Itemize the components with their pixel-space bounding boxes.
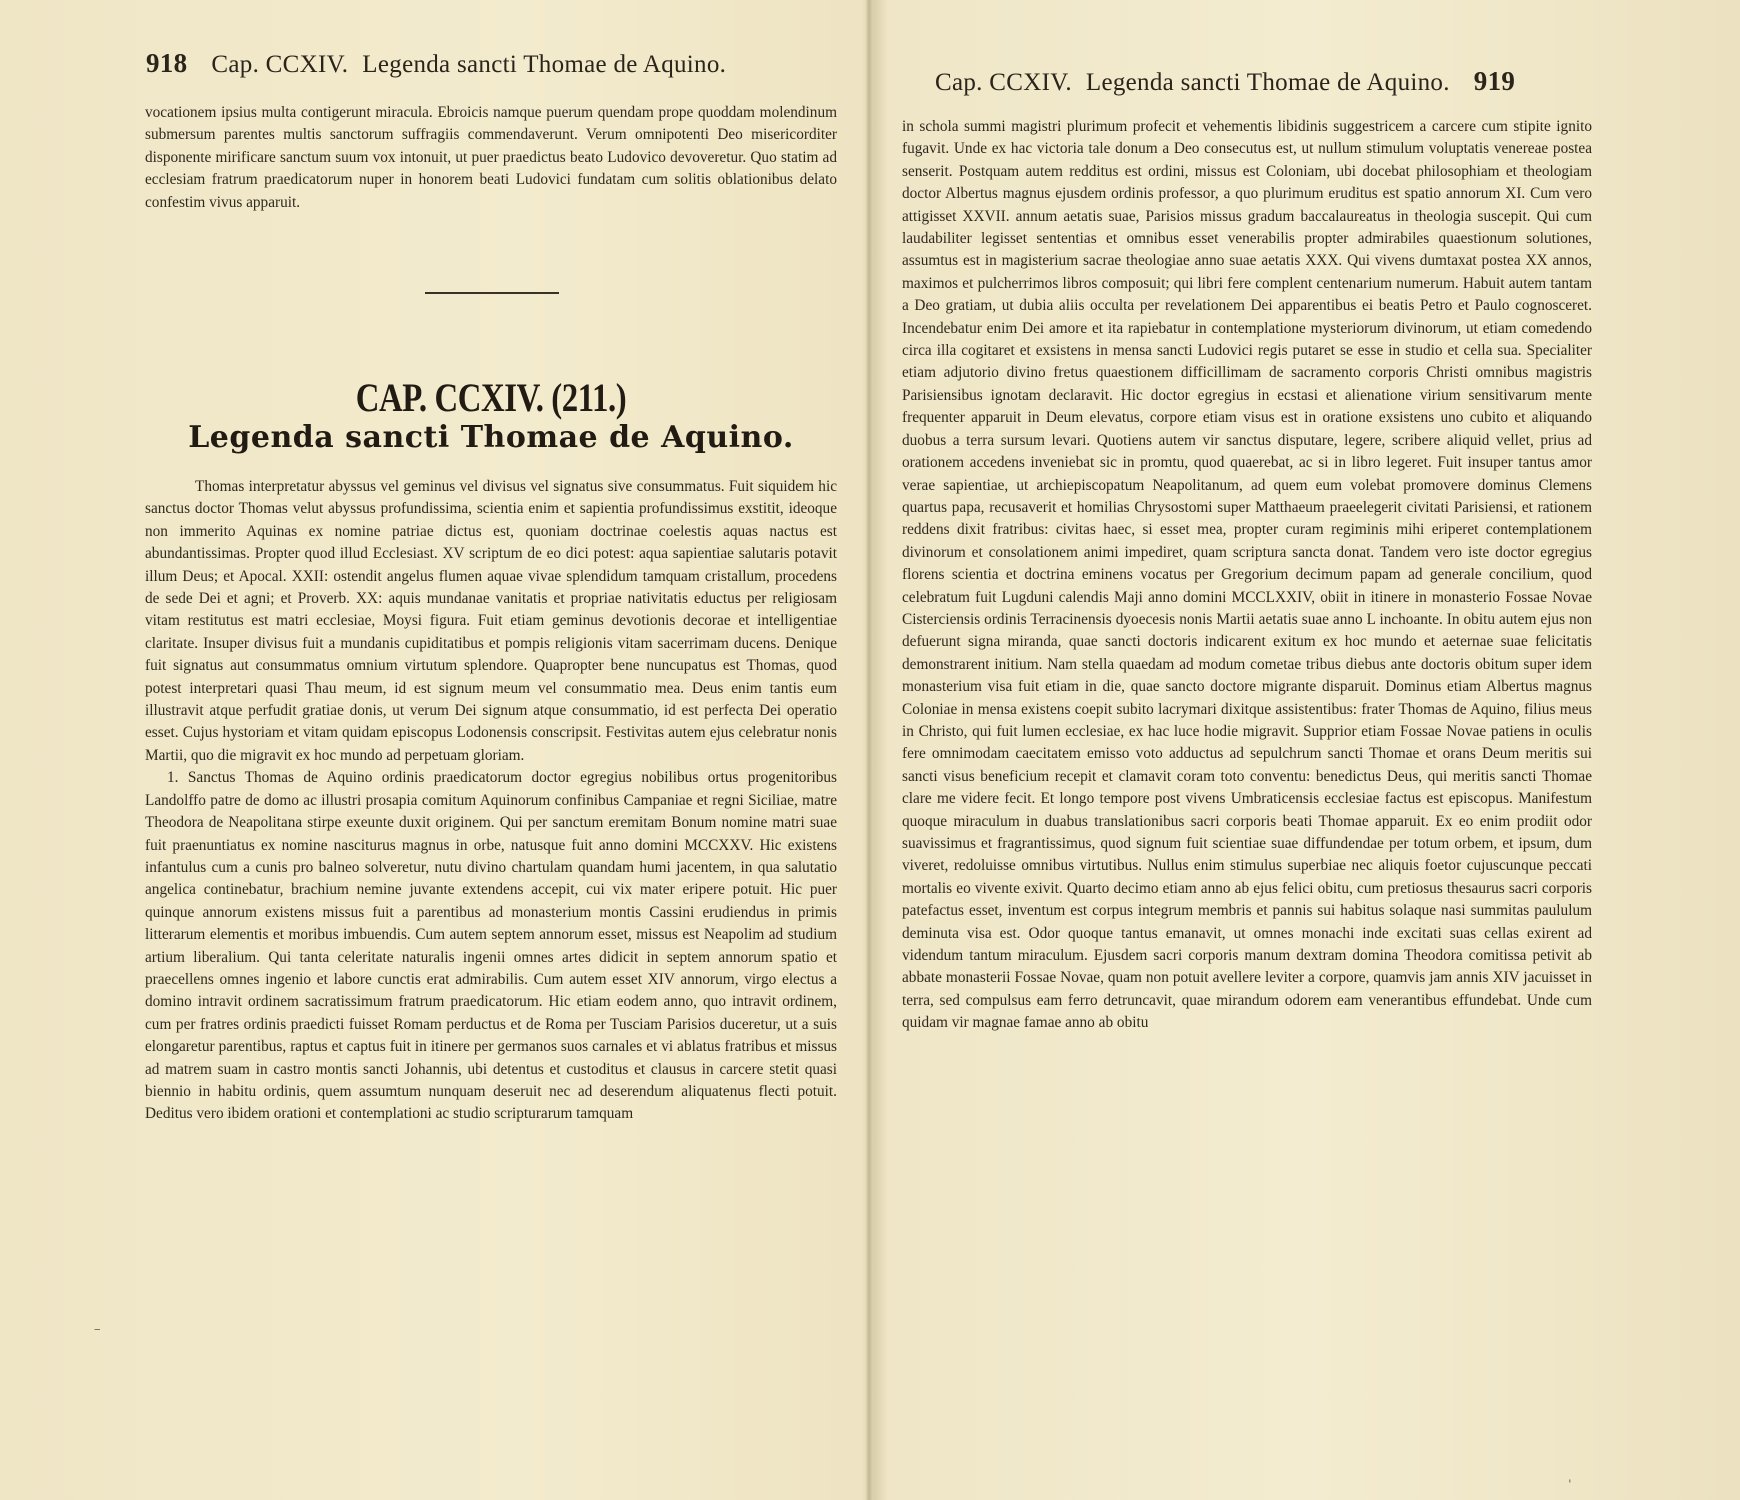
left-main-text <box>145 476 837 1126</box>
right-head-chapter: Cap. CCXIV. <box>935 69 1072 96</box>
left-continuation-block <box>145 102 837 214</box>
chapter-title: CAP. CCXIV. (211.) <box>355 375 627 420</box>
left-head-title: Legenda sancti Thomae de Aquino. <box>362 51 727 78</box>
left-page-number: 918 <box>146 48 188 78</box>
section-one-paragraph: 1. Sanctus Thomas de Aquino ordinis praedicatorum doctor egregius nobilibus ortus progenitoribus Landolffo patre de domo ac illustri prosapia comitum Aquinorum confinibus Campaniae et regni Siciliae, matre Theodora de Neapolitana stirpe exeunte duxit originem. Qui per sanctum eremitam Bonum nomine matri suae fuit praenuntiatus ex nomine nasciturus magnus in orbe, natusque fuit anno domini MCCXXV. Hic existens infantulus cum a cunis pro balneo solveretur, nutu divino chartulam quandam humi jacentem, in qua salutatio angelica continebatur, brachium nemine juvante extendens accepit, cui vix mater eripere potuit. Hic puer quinque annorum existens missus fuit a parentibus ad monasterium montis Cassini erudiendus in primis litterarum elementis et moribus imbuendis. Cum autem septem annorum esset, missus est Neapolim ad studium artium liberalium. Qui tanta celeritate naturalis ingenii omnes artes didicit in septem annorum spatio et praecellens omnes ingenio et labore cunctis erat admirabilis. Cum autem esset XIV annorum, virgo electus a domino intravit ordinem sacratissimum fratrum praedicatorum. Hic etiam eodem anno, quo intravit ordinem, cum per fratres ordinis praedicti fuisset Romam perductus et de Roma per Tusciam Parisios duceretur, ut a suis elongaretur parentibus, raptus et captus fuit in itinere per germanos suos carnales et vi ablatus fratribus et missus ad matrem suam in castro montis sancti Johannis, ubi detentus et custoditus et clausus in carcere stetit quasi biennio in habitu ordinis, quem assumtum nunquam deseruit nec ad deserendum aliquatenus flecti potuit. Deditus vero ibidem orationi et contemplationi ac studio scripturarum tamquam <box>145 769 837 1123</box>
right-running-head <box>935 66 1515 97</box>
right-page <box>870 0 1740 1500</box>
left-head-chapter: Cap. CCXIV. <box>211 51 349 78</box>
right-main-text <box>902 116 1592 1035</box>
margin-mark: ˌ <box>1568 1470 1572 1485</box>
continuation-paragraph: vocationem ipsius multa contigerunt miracula. Ebroicis namque puerum quendam prope quoddam molendinum submersum parentes multis sanctorum suffragiis commendaverunt. Verum omnipotenti Deo misericorditer disponente mirificare sanctum suum vox intonuit, ut puer praedictus beato Ludovico devoveretur. Quo statim ad ecclesiam fratrum praedicatorum nuper in honorem beati Ludovici fundatam cum solitis oblationibus delato confestim vivus apparuit. <box>145 104 837 211</box>
margin-mark: – <box>94 1322 101 1337</box>
section-divider <box>425 292 559 294</box>
right-head-title: Legenda sancti Thomae de Aquino. <box>1085 69 1450 96</box>
right-body-paragraph: in schola summi magistri plurimum profecit et vehementis libidinis suggestricem a carcere cum stipite ignito fugavit. Unde ex hac victoria tale donum a Deo consecutus est, ut nullum stimulum voluptatis venereae postea senserit. Postquam autem redditus est ordini, missus est Coloniam, ubi docebat philosophiam et theologiam doctor Albertus magnus ejusdem ordinis professor, a quo plurimum eruditus est spatio annorum XI. Cum vero attigisset XXVII. annum aetatis suae, Parisios missus gradum baccalaureatus in theologia suscepit. Qui cum laudabiliter legisset sententias et omnibus esset venerabilis propter admirabiles quaestionum solutiones, assumtus est in magisterium sacrae theologiae anno suae aetatis XXX. Qui vivens dumtaxat postea XX annos, maximos et pulcherrimos libros composuit; qui libri fere complent centenarium numerum. Habuit autem tantam a Deo gratiam, ut dubia aliis occulta per revelationem Dei apparentibus ei beatis Petro et Paulo cognosceret. Incendebatur enim Dei amore et ita rapiebatur in contemplatione mysteriorum divinorum, ut etiam comedendo circa illa cogitaret et exsistens in mensa sancti Ludovici regis putaret se esse in studio et cella sua. Specialiter etiam adjutorio divino fretus quaestionem difficillimam de sacramento corporis Christi omnibus magistris Parisiensibus ignotam declaravit. Hic doctor egregius in ecstasi et alienatione virium sensitivarum mente frequenter apparuit in Deum elevatus, corpore etiam visus est in oratione exsistens uno cubito et aliquando duobus a terra sursum levari. Quotiens autem vir sanctus disputare, legere, scribere aliquid vellet, prius ad orationem accedens inveniebat sic in promtu, quod quaerebat, ac si in libro legeret. Fuit insuper tantus amor verae sapientiae, ut archiepiscopatum Neapolitanum, ad quem eum volebat promovere dominus Clemens quartus papa, recusaverit et homilias Chrysostomi super Matthaeum praeelegerit civitati Parisiensi, et rationem reddens dixit fratribus: civitas haec, si esset mea, propter curam regiminis mihi eriperet contemplationem divinorum et consolationem animi impediret, quam scriptura sancta donat. Tandem vero iste doctor egregius florens scientia et doctrina eminens vocatus per Gregorium decimum papam ad generale concilium, quod celebratum fuit Lugduni calendis Maji anno domini MCCLXXIV, obiit in itinere in monasterio Fossae Novae Cisterciensis ordinis Terracinensis dyoecesis nonis Martii aetatis suae anno L inchoante. In obitu autem ejus non defuerunt signa miranda, quae sancti doctoris indicarent exitum ex hoc mundo et aeternae suae felicitatis demonstrarent initium. Nam stella quaedam ad modum cometae tribus diebus ante doctoris obitum super idem monasterium visa fuit etiam in die, quae sancto doctore migrante disparuit. Dominus etiam Albertus magnus Coloniae in mensa existens coepit subito lacrymari dixitque assistentibus: frater Thomas de Aquino, filius meus in Christo, qui fuit lumen ecclesiae, ex hac luce hodie migravit. Supprior etiam Fossae Novae patiens in oculis fere omnimodam caecitatem emisso voto adductus ad sepulchrum sancti Thomae et orans Deum meritis sui sancti visus beneficium recepit et clamavit coram toto conventu: benedictus Deus, qui meritis sancti Thomae clare me videre fecit. Et longo tempore post vivens Umbraticensis ecclesiae factus est episcopus. Manifestum quoque miraculum in duabus translationibus sacri corporis beati Thomae apparuit. Ex eo enim prodiit odor suavissimus et fragrantissimus, quod signum fuit scientiae suae diffundendae per totum orbem, et ipsum, dum viveret, redoluisse omnibus virtutibus. Nullus enim stimulus superbiae nec aliquis foetor cujuscunque peccati mortalis eo vivente exivit. Quarto decimo etiam anno ab ejus felici obitu, cum pretiosus thesaurus sacri corporis patefactus esset, inventum est corpus integrum membris et pannis sui habitus solaque nasi summitas paululum deminuta visa est. Odor quoque tantus emanavit, ut omnes monachi inde excitati suas cellas exirent ad videndum tantum miraculum. Ejusdem sacri corporis manum dextram domina Theodora comitissa petivit ab abbate monasterii Fossae Novae, quam non potuit avellere leviter a corpore, quamvis jam annis XIV jacuisset in terra, sed compulsus eam ferro detruncavit, quae mirandum odorem eam venerantibus effundebat. Unde cum quidam vir magnae famae anno ab obitu <box>902 118 1592 1032</box>
chapter-subtitle: Legenda sancti Thomae de Aquino. <box>188 420 794 455</box>
right-page-number: 919 <box>1473 66 1516 96</box>
intro-paragraph: Thomas interpretatur abyssus vel geminus vel divisus vel signatus sive consummatus. Fuit siquidem hic sanctus doctor Thomas velut abyssus profundissima, scientia enim et sapientia profundissimus exstitit, ideoque non immerito Aquinas ex nomine patriae dictus est, quoniam doctrinae coelestis aquas nactus est abundantissimas. Propter quod illud Ecclesiast. XV scriptum de eo dici potest: aqua sapientiae salutaris potavit illum Deus; et Apocal. XXII: ostendit angelus flumen aquae vivae splendidum tamquam cristallum, procedens de sede Dei et agni; et Proverb. XX: aquis mundanae vanitatis et propriae nativitatis eductus per religiosam vitam restitutus est matri ecclesiae, Moysi figura. Fuit etiam geminus devotionis decorae et intelligentiae claritate. Insuper divisus fuit a mundanis cupiditatibus et pompis religionis vitam sacerrimam ducens. Denique fuit signatus aut consummatus omnium virtutum splendore. Quapropter bene nuncupatus est Thomas, quod potest interpretari quasi Thau meum, id est signum meum vel consummatio mea. Deus enim tantis eum illustravit atque perfudit gratiae donis, ut verum Dei signum atque consummatio, id est perfecta Dei operatio esset. Cujus hystoriam et vitam quidam episcopus Lodonensis conscripsit. Festivitas autem ejus celebratur nonis Martii, quo die migravit ex hoc mundo ad perpetuam gloriam. <box>145 478 837 764</box>
left-running-head <box>146 48 726 79</box>
